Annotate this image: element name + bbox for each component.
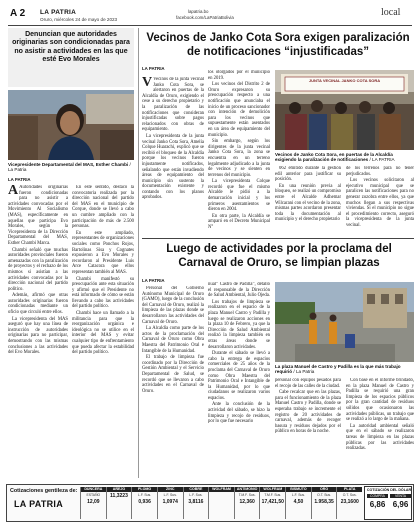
dollar-buy-label: COMPRA	[367, 494, 388, 498]
left-text-col2	[72, 185, 134, 477]
market-cell-value: 1.958,35	[314, 499, 334, 505]
janko-col1-p1: La vicepresidenta de la junta vecinal Janko Cota Sora, Amelia Colque Huarachi, explicó que se recibió el bloqueo de la Alcaldía porque los vecinos fueron injustamente notificados, señalando que están invadiendo áreas de equipamiento del municipio sin sustento la documentación existente y contando con los planos aprobados.	[142, 133, 204, 201]
left-col2-p1: En este ampliado, representantes de organizaciones sociales como Ponchos Rojos, Bartolinas Sisa y Cognates expusieron a Evo Morales y recordaron al Presidente Luis Arce Catacora que ellos representan también al MAS.	[72, 230, 134, 275]
story-divider	[142, 238, 414, 239]
market-cell-label: ANTIMONIO	[235, 487, 260, 492]
section-label: local	[381, 7, 401, 18]
janko-col3-p0: 062 emitido durante la gestión edil anterior para justificar su posición.	[275, 166, 341, 183]
janko-col2-p0: los otorgados por el municipio en 2019.	[208, 70, 270, 81]
janko-col4-p0: de los terrenos para no tener perjudicados.	[346, 166, 414, 177]
carnival-col3-p1: Cabe recalcar que en las plazas, para el funcionamiento de la plaza Manuel Castro y Padilla, donde se esperaba trabajo se incremente el registro de 20 actividades de carnaval, además de recoger basura y residuos dejados por el público en horas de la noche.	[275, 390, 341, 435]
market-cell	[183, 487, 209, 519]
carnival-col3-p0: personal con equipos pesados para el recojo de las calles de la ciudad.	[275, 378, 341, 389]
market-cell-unit: O.T. Sus.	[317, 493, 332, 497]
dollar-sell-value: 6,96	[392, 500, 409, 509]
left-text-col1	[8, 185, 68, 477]
carnival-col1	[142, 286, 204, 478]
masthead-date: Oruro, miércoles 24 de mayo de 2023	[40, 17, 118, 22]
market-cell-unit: L.F. Sus.	[189, 493, 203, 497]
market-cell-value: 12,360	[239, 499, 255, 505]
janko-caption-title: Vecinos de Janko Cota Sora, en puertas de la Alcaldía exigiendo la paralización de notificaciones	[275, 152, 393, 163]
market-cell-unit: T.M.F. Sus.	[264, 493, 282, 497]
carnival-byline: LA PATRIA	[142, 278, 165, 283]
janko-caption	[275, 152, 414, 163]
market-cell-value: 4,50	[293, 499, 304, 505]
carnival-caption-title: La plaza Manuel de Castro y Padilla es la que más trabajo requirió	[275, 364, 401, 375]
janko-dropcap: V	[142, 77, 153, 90]
market-sponsor: LA PATRIA	[14, 499, 64, 509]
market-cell	[131, 487, 157, 519]
market-cell	[208, 487, 234, 519]
left-col1-p2: Además, afirmó que otras autoridades originarias fueron condicionadas mediante un oficio que circuló entre ellos.	[8, 293, 68, 316]
carnival-col3	[275, 378, 341, 478]
left-photo-caption	[8, 162, 134, 173]
janko-col1-p0: Vecinos de la junta vecinal Janko Cota Sora, se alertaron en puertas de la Alcaldía de Oruro, exigiendo el cese a su derecho propietario y la paralización de las notificaciones que consideran injustificadas sobre pagos relacionados con obras de equipamiento.	[142, 77, 204, 133]
market-cell-value: 23,1600	[340, 499, 359, 505]
janko-col2	[208, 70, 270, 235]
janko-col1	[142, 77, 204, 235]
left-col1-p0: Autoridades originarias fueron condicionadas para no asistir a actividades convocadas por el Movimiento Al Socialismo (MAS), específicamente en aquellas que participa Evo Morales, según la Vicepresidenta de la Dirección Departamental del MAS, Esther Chambi Marca.	[8, 185, 68, 246]
market-cell-label: PLATA	[337, 487, 362, 492]
market-cell-label: ZINC	[158, 487, 183, 492]
left-col2-p3: Chambi hace un llamado a la militancia para que la reorganización orgánica e ideológica no se utilice en el interior del MAS y evitar cualquier tipo de enfrentamiento que pueda afectar la estabilidad del partido político.	[72, 311, 134, 356]
market-cell	[311, 487, 337, 519]
janko-photo-sign: JUNTA VECINAL JANKO COTA SORA	[308, 78, 381, 83]
dollar-sell-label: VENTA	[390, 494, 411, 498]
janko-col4-p1: Los vecinos solicitaron al ejecutivo municipal que se paralicen las notificaciones para no generar zozobra entre ellos, ya que muchos llegan a sus respectivas viviendas. Si el municipio no sigue el procedimiento correcto, aseguró la vicepresidenta de la junta vecinal.	[346, 178, 414, 228]
left-dropcap: A	[8, 185, 19, 198]
dollar-box	[364, 486, 412, 520]
carnival-col2-p3: Ante la conclusión de la actividad del sábado, se hizo la limpieza y recojo de residuos, por lo que fue necesario	[208, 402, 270, 425]
left-caption-title: Vicepresidente Departamental del MAS, Esther Chambi	[8, 162, 129, 167]
market-cell	[259, 487, 285, 519]
carnival-col4-p1: La autoridad ambiental señaló que en el sábado se realizaron tareas de limpieza en las plazas públicas por las actividades realizadas.	[346, 423, 414, 452]
carnival-headline: Luego de actividades por la proclama del Carnaval de Oruro, se limpian plazas	[166, 243, 392, 269]
market-cell	[234, 487, 260, 519]
market-cell-unit: L.F. Sus.	[163, 493, 177, 497]
carnival-col4-p0: Con base en el informe brindado, en la plaza Manuel de Castro y Padilla se requirió una gran limpieza de los espacios públicos por la gran cantidad de residuos sólidos que ocasionaron las actividades públicas, un trabajo que se realizó a lo largo de la mañana.	[346, 378, 414, 423]
market-table	[80, 487, 362, 519]
janko-byline: LA PATRIA	[142, 66, 165, 71]
masthead-logo: LA PATRIA	[40, 9, 77, 16]
janko-col3-p1: En una reunión previa al bloqueo, se realizó un compromiso entre el Alcalde Adhemar Wilcarani con el vecino de la zona, mismas partes acordaron presentar toda la documentación al municipio y el derecho propietario	[275, 183, 341, 223]
market-cell-label: DUNCERA	[81, 487, 106, 492]
carnival-photo	[275, 282, 414, 362]
dollar-buy-value: 6,86	[369, 500, 386, 509]
market-cell-value: 3,8116	[188, 499, 204, 505]
dollar-title: COTIZACIÓN DEL DÓLAR	[366, 488, 412, 492]
left-col1-p3: La vicepresidenta del MAS aseguró que hay una línea de instrucción de autoridades originarias para no participar, demostrando con las mismas conclusiones a las actividades del Evo Morales.	[8, 316, 68, 356]
janko-col2-p3: La vicepresidenta Colque recordó que fue el mismo Alcalde le pidió a la demarcación inicial y los primeros asentamientos se dieron en 2004.	[208, 179, 270, 213]
market-cell-label: PLOMO	[132, 487, 157, 492]
market-cell	[285, 487, 311, 519]
left-col2-p2: Chambi manifestó su preocupación ante esta situación y afirmó que el Presidente no está informado de cómo se están llevando a cabo las actividades del partido político.	[72, 276, 134, 310]
market-cell-label: ORO	[312, 487, 337, 492]
masthead-contact-2: facebook.com/LaPatriaBolivia	[176, 15, 234, 20]
market-cell-unit: L.F. Sus.	[291, 493, 306, 497]
carnival-col2	[208, 282, 270, 478]
janko-caption-credit: / LA PATRIA	[369, 157, 395, 163]
market-cell-value: 0,936	[138, 499, 151, 505]
left-caption-credit: / La Patria	[8, 162, 131, 173]
market-cell	[80, 487, 106, 519]
left-headline: Denuncian que autoridades originarias son condicionadas para no asistir a actividades en las que esté Evo Morales	[12, 31, 130, 64]
left-col2-p0: En este sentido, destacó la convocatoria realizada por la dirección nacional del partido del MAS en el municipio de Corque, donde se llevó a cabo un cumbre ampliado con la participación de más de 2.500 personas.	[72, 185, 134, 230]
left-col1-p1: Chambi señaló que muchas autoridades provinciales fueron amenazadas con la paralización de proyectos y el rechazo de los mismos si asistían a las actividades convocadas por la dirección nacional del partido político.	[8, 247, 68, 292]
carnival-col4	[346, 378, 414, 478]
carnival-caption-credit: / La Patria	[293, 369, 315, 375]
carnival-col1-p1: La Alcaldía como parte de los actos de la proclamación del Carnaval de Oruro como Obra Maestra del Patrimonio Oral e Intangible de la Humanidad.	[142, 326, 204, 354]
left-byline: LA PATRIA	[8, 177, 31, 182]
market-cell-value: 1,0974	[162, 499, 178, 505]
market-cell-label: AÑEJO	[107, 487, 132, 492]
market-cell-label: WOLFRAM	[209, 487, 234, 492]
carnival-col1-p2: El trabajo de limpieza fue coordinado por la Dirección de Gestión Ambiental y el Servicio Departamental de Salud, se recordó que se llevaron a cabo actividades en el Carnaval de Oruro.	[142, 355, 204, 394]
market-cell-value: 12,09	[87, 499, 100, 505]
market-cell-unit: ESTAÑO	[86, 493, 101, 497]
janko-col2-p2: Sin embargo, según los dirigentes de la junta vecinal Janko Cota Sora, la zona se encuentra en un terreno legalmente adjudicado a la junta de vecinos y se sienten en terrenos del municipio.	[208, 139, 270, 178]
market-cell-label: WOLFRAM	[260, 487, 285, 492]
market-cell	[106, 487, 132, 519]
janko-photo	[275, 70, 414, 150]
janko-col3	[275, 166, 341, 236]
janko-headline: Vecinos de Janko Cota Sora exigen paralización de notificaciones “injustificadas”	[146, 32, 410, 58]
market-cell-unit: O.T. Sus.	[342, 493, 357, 497]
market-cell	[157, 487, 183, 519]
janko-col4	[346, 166, 414, 236]
janko-col2-p1: Los vecinos del Distrito 2 de Oruro expresaron su preocupación respecto a una notificación que anunciaba el inicio de un proceso sancionador con intención de demolición para los vecinos que supuestamente están asentados en un área de equipamiento del municipio.	[208, 82, 270, 138]
header-divider	[8, 25, 412, 26]
carnival-col2-p0: nual” Castro de Padilla”, detalló el responsable de la Dirección de Salud Ambiental, Julio Ojeda.	[208, 282, 270, 299]
market-cell	[336, 487, 362, 519]
masthead-contact-1: lapatria.bo	[188, 9, 209, 14]
page-label: A 2	[10, 8, 26, 19]
janko-col2-p4: En otra parte, la Alcaldía se amparó en el Decreto Municipal N°	[208, 213, 270, 231]
market-title: Cotizaciones gentileza de:	[10, 488, 78, 494]
carnival-caption	[275, 364, 414, 375]
carnival-col2-p2: Durante el sábado se llevó a cabo la entrega de espacios comerciales de 25 años de la proclama del Carnaval de Oruro como Obra Maestra del Patrimonio Oral e Intangible de la Humanidad, por lo que ciudadanos se realizaron varios espacios.	[208, 351, 270, 401]
carnival-col2-p1: Los trabajos de limpieza se realizaron en el espacio de la plaza Manuel Castro y Padilla y luego se realizaron acciones en la plaza 10 de Febrero, ya que la Dirección de Salud Ambiental realizó la limpieza también en otras áreas donde se desarrollaron actividades.	[208, 299, 270, 350]
column-divider	[138, 28, 139, 478]
market-cell-label: COBRE	[184, 487, 209, 492]
market-cell-value: 11,3223	[110, 493, 128, 499]
market-cell-unit: L.F. Sus.	[138, 493, 152, 497]
market-cell-value: 17,421,50	[261, 499, 284, 505]
left-story-photo	[8, 90, 134, 160]
carnival-col1-p0: Personal del Gobierno Autónomo Municipal de Oruro (GAMO), luego de la conclusión del Carnaval de Oruro, realizó la limpieza de las plazas donde se desarrollaron las actividades del Carnaval de Oruro.	[142, 286, 204, 325]
market-cell-label: BISMUTO	[286, 487, 311, 492]
market-cell-unit: T.M.F. Sus.	[238, 493, 256, 497]
